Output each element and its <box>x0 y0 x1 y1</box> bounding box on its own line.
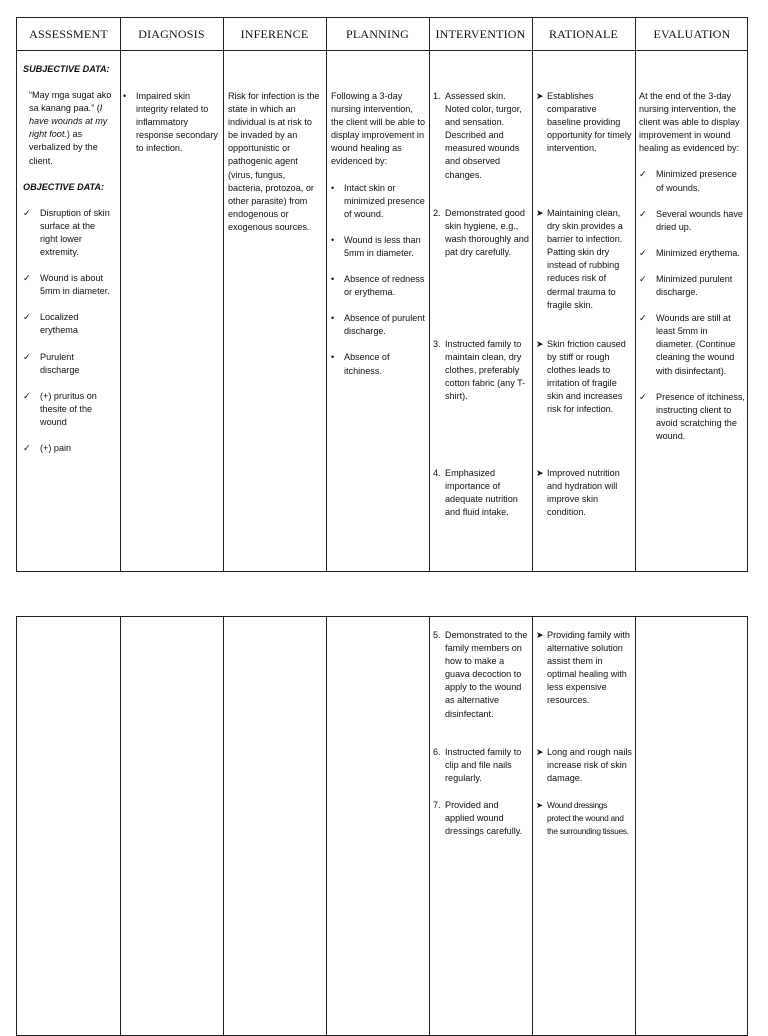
header-assessment: ASSESSMENT <box>29 26 108 41</box>
intervention-item <box>433 799 529 838</box>
evaluation-item <box>639 312 745 377</box>
planning-item <box>331 312 426 338</box>
intervention-text: Demonstrated good skin hygiene, e.g., wash thoroughly and pat dry carefully. <box>445 208 529 258</box>
check-icon: ✓ <box>639 313 647 324</box>
objective-item-text: (+) pruritus on thesite of the wound <box>40 390 97 427</box>
intervention-item <box>433 207 529 259</box>
intervention-number: 1. <box>433 91 441 101</box>
check-icon: ✓ <box>23 273 31 284</box>
bullet-icon: • <box>331 182 335 193</box>
column-divider <box>120 18 121 571</box>
evaluation-item-text: Presence of itchiness, instructing client to avoid scratching the wound. <box>656 391 745 441</box>
planning-item <box>331 182 426 221</box>
evaluation-item-text: Wounds are still at least 5mm in diameter. (Continue cleaning the wound with disinfectant). <box>656 313 736 376</box>
arrow-icon: ➤ <box>536 630 544 640</box>
evaluation-item-text: Minimized purulent discharge. <box>656 273 733 298</box>
check-icon: ✓ <box>639 247 647 258</box>
header-planning: PLANNING <box>346 26 409 41</box>
intervention-item <box>433 629 529 721</box>
rationale-text: Long and rough nails increase risk of skin damage. <box>547 747 632 784</box>
evaluation-item <box>639 168 745 194</box>
intervention-text: Emphasized importance of adequate nutrition and fluid intake. <box>445 468 518 518</box>
rationale-text: Skin friction caused by stiff or rough clothes leads to irritation of fragile skin and increases risk for infection. <box>547 339 626 415</box>
arrow-icon: ➤ <box>536 468 544 478</box>
rationale-text: Establishes comparative baseline providing opportunity for timely intervention. <box>547 91 632 154</box>
evaluation-item <box>639 247 745 260</box>
header-diagnosis: DIAGNOSIS <box>138 26 205 41</box>
bullet-icon: • <box>331 274 335 285</box>
care-plan-table-1 <box>16 17 748 572</box>
inference-cell <box>228 90 322 234</box>
rationale-item <box>536 90 632 155</box>
column-divider <box>429 617 430 1035</box>
intervention-number: 3. <box>433 339 441 349</box>
planning-item-text: Intact skin or minimized presence of wound. <box>344 182 425 219</box>
column-divider <box>120 617 121 1035</box>
evaluation-item-text: Minimized presence of wounds. <box>656 169 737 193</box>
header-rationale: RATIONALE <box>548 26 619 41</box>
objective-item <box>23 442 115 455</box>
rationale-item <box>536 207 632 312</box>
quote-text: “May mga sugat ako sa kanang paa.” ( <box>29 90 112 114</box>
intervention-number: 4. <box>433 468 441 478</box>
subjective-quote <box>23 89 115 168</box>
evaluation-item <box>639 273 745 299</box>
check-icon: ✓ <box>23 351 31 362</box>
rationale-text: Maintaining clean, dry skin provides a barrier to infection. Patting skin dry instead of rubbing reduces risk of dermal trauma to fragile skin. <box>547 208 623 310</box>
rationale-text: Improved nutrition and hydration will improve skin condition. <box>547 468 620 518</box>
evaluation-item <box>639 208 745 234</box>
column-divider <box>326 18 327 571</box>
intervention-text: Assessed skin. Noted color, turgor, and sensation. Described and measured wounds and observed changes. <box>445 91 522 180</box>
planning-item <box>331 273 426 299</box>
arrow-icon: ➤ <box>536 208 544 218</box>
rationale-item <box>536 799 632 838</box>
rationale-text: Providing family with alternative solution assist them in optimal healing with less expensive resources. <box>547 630 630 706</box>
check-icon: ✓ <box>23 207 31 218</box>
evaluation-item-text: Minimized erythema. <box>656 247 740 258</box>
column-divider <box>429 18 430 571</box>
check-icon: ✓ <box>639 273 647 284</box>
objective-item <box>23 207 115 259</box>
column-divider <box>326 617 327 1035</box>
diagnosis-cell <box>123 90 219 155</box>
header-inference: INFERENCE <box>240 26 309 41</box>
check-icon: ✓ <box>639 208 647 219</box>
diagnosis-item <box>123 90 219 155</box>
evaluation-item <box>639 391 745 443</box>
header-evaluation: EVALUATION <box>653 26 731 41</box>
objective-item-text: (+) pain <box>40 442 72 453</box>
planning-intro: Following a 3-day nursing intervention, the client will be able to display improvement in wound healing as evidenced by: <box>331 91 426 167</box>
intervention-item <box>433 338 529 403</box>
column-divider <box>532 18 533 571</box>
intervention-item <box>433 746 529 785</box>
column-divider <box>223 617 224 1035</box>
planning-item-text: Absence of redness or erythema. <box>344 274 425 298</box>
intervention-number: 5. <box>433 630 441 640</box>
bullet-icon: • <box>331 234 335 245</box>
rationale-item <box>536 467 632 519</box>
column-divider <box>223 18 224 571</box>
care-plan-table-2 <box>16 616 748 1036</box>
objective-item <box>23 390 115 429</box>
evaluation-cell <box>639 90 745 443</box>
bullet-icon: • <box>331 313 335 324</box>
objective-item-text: Localized erythema <box>40 312 79 336</box>
objective-item <box>23 272 115 298</box>
bullet-icon: • <box>331 352 335 363</box>
bullet-icon: • <box>123 91 127 101</box>
check-icon: ✓ <box>639 169 647 180</box>
arrow-icon: ➤ <box>536 339 544 349</box>
intervention-item <box>433 90 529 182</box>
subjective-data-heading: SUBJECTIVE DATA: <box>23 64 110 74</box>
objective-item-text: Wound is about 5mm in diameter. <box>40 273 110 297</box>
planning-item-text: Absence of itchiness. <box>344 352 390 376</box>
column-divider <box>532 617 533 1035</box>
rationale-item <box>536 338 632 417</box>
evaluation-item-text: Several wounds have dried up. <box>656 208 743 232</box>
planning-item-text: Wound is less than 5mm in diameter. <box>344 234 421 258</box>
objective-item <box>23 311 115 337</box>
assessment-cell <box>23 63 115 455</box>
planning-item <box>331 234 426 260</box>
planning-item-text: Absence of purulent discharge. <box>344 313 425 337</box>
quote-translation: I have wounds at my right foot. <box>29 103 108 140</box>
check-icon: ✓ <box>23 442 31 453</box>
inference-text: Risk for infection is the state in which an individual is at risk to be invaded by an opportunistic or pathogenic agent (virus, fungus, bacteria, protozoa, or other parasite) from endogenous or exogenous sources. <box>228 91 320 232</box>
objective-item-text: Purulent discharge <box>40 351 80 375</box>
intervention-number: 2. <box>433 208 441 218</box>
intervention-text: Instructed family to clip and file nails regularly. <box>445 747 522 784</box>
check-icon: ✓ <box>23 312 31 323</box>
intervention-text: Demonstrated to the family members on how to make a guava decoction to apply to the wound as alternative disinfectant. <box>445 630 528 719</box>
planning-item <box>331 351 426 377</box>
planning-cell <box>331 90 426 378</box>
intervention-number: 6. <box>433 747 441 757</box>
quote-attribution: ) as verbalized by the client. <box>29 129 98 166</box>
check-icon: ✓ <box>23 390 31 401</box>
arrow-icon: ➤ <box>536 91 544 101</box>
objective-item <box>23 351 115 377</box>
column-divider <box>635 617 636 1035</box>
objective-data-heading: OBJECTIVE DATA: <box>23 181 105 192</box>
intervention-text: Instructed family to maintain clean, dry clothes, preferably cotton fabric (any T-shirt). <box>445 339 526 402</box>
objective-item-text: Disruption of skin surface at the right lower extremity. <box>40 207 110 258</box>
rationale-item <box>536 746 632 785</box>
arrow-icon: ➤ <box>536 747 544 757</box>
diagnosis-text: Impaired skin integrity related to inflammatory response secondary to infection. <box>136 91 218 154</box>
header-divider <box>17 50 747 51</box>
arrow-icon: ➤ <box>536 800 543 810</box>
evaluation-intro: At the end of the 3-day nursing intervention, the client was able to display improvement in wound healing as evidenced by: <box>639 91 740 154</box>
column-divider <box>635 18 636 571</box>
rationale-text: Wound dressings protect the wound and the surrounding tissues. <box>547 800 629 837</box>
check-icon: ✓ <box>639 391 647 402</box>
rationale-item <box>536 629 632 708</box>
header-intervention: INTERVENTION <box>435 26 526 41</box>
intervention-item <box>433 467 529 519</box>
intervention-number: 7. <box>433 800 441 810</box>
intervention-text: Provided and applied wound dressings carefully. <box>445 800 523 837</box>
